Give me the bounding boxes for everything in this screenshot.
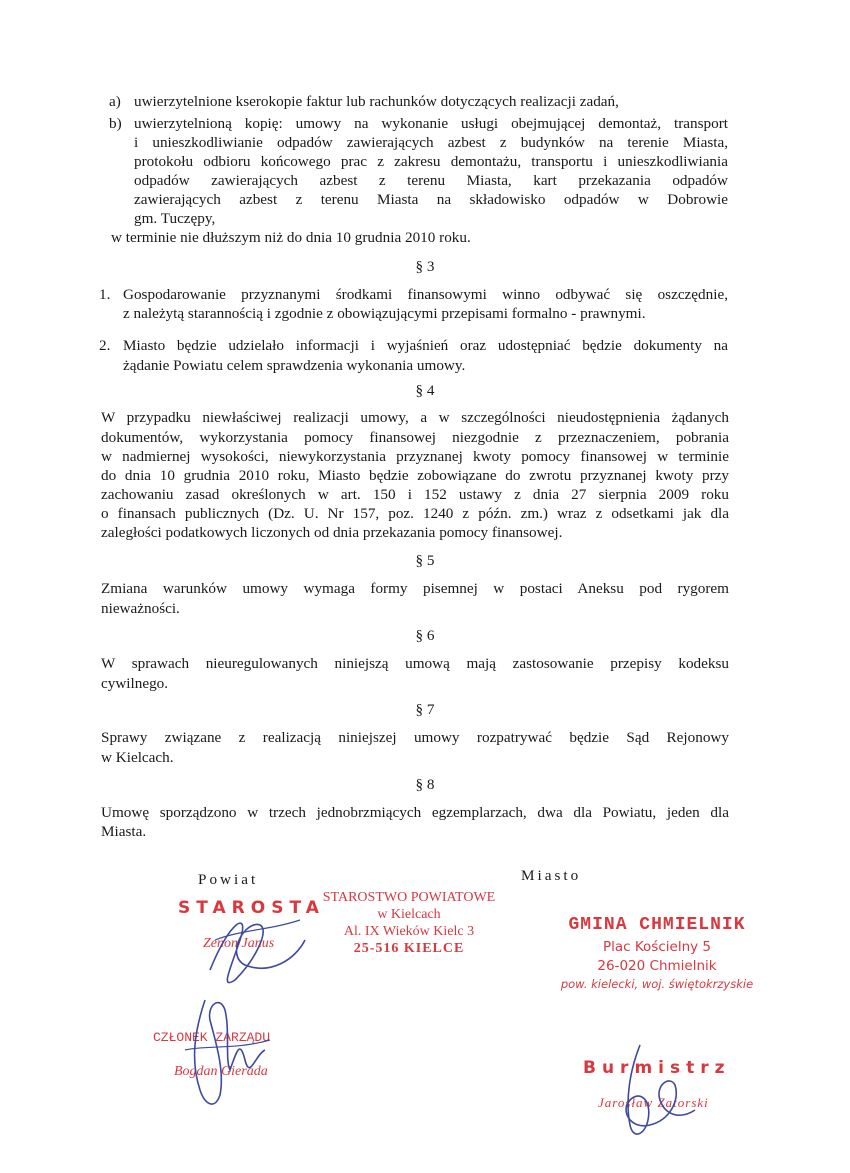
member-signature — [175, 990, 295, 1120]
s6-line: cywilnego. — [101, 675, 169, 692]
s7-line: Sprawy związane z realizacją niniejszej umowy rozpatrywać będzie Sąd Rejonowy — [101, 729, 729, 746]
item-b-line: zawierających azbest z terenu Miasta na składowisko odpadów w Dobrowie — [134, 191, 728, 208]
s5-line: Zmiana warunków umowy wymaga formy pisemnej w postaci Aneksu pod rygorem — [101, 580, 729, 597]
member-stamp-title: CZŁONEK ZARZĄDU — [153, 1030, 271, 1045]
powiat-label: Powiat — [198, 871, 259, 888]
gmina-stamp-line: Plac Kościelny 5 — [602, 939, 711, 955]
section-6-heading: § 6 — [415, 627, 435, 644]
section-8-heading: § 8 — [415, 776, 435, 793]
s3-item2-line: Miasto będzie udzielało informacji i wyjaśnień oraz udostępniać będzie dokumenty na — [123, 337, 728, 354]
item-a-text: uwierzytelnione kserokopie faktur lub rachunków dotyczących realizacji zadań, — [134, 93, 619, 110]
s4-line: w nadmiernej wysokości, niewykorzystania przyznanej kwoty pomocy finansowej w terminie — [101, 448, 729, 465]
s8-line: Miasta. — [101, 823, 147, 840]
office-stamp-line: w Kielcach — [377, 907, 441, 922]
section-7-heading: § 7 — [415, 701, 435, 718]
office-stamp — [314, 889, 504, 957]
member-stamp-name: Bogdan Gierada — [174, 1064, 268, 1079]
item-b-line: odpadów zawierających azbest z terenu Miasta, kart przekazania odpadów — [134, 172, 728, 189]
s4-line: o finansach publicznych (Dz. U. Nr 157, poz. 1240 z późn. zm.) wraz z odsetkami jak dla — [101, 505, 729, 522]
mayor-stamp-name: Jarosław Zatorski — [598, 1095, 709, 1110]
item-b-line: gm. Tuczępy, — [134, 210, 216, 227]
item-b-line: protokołu odbioru końcowego prac z zakresu demontażu, transportu i unieszkodliwiania — [134, 153, 728, 170]
gmina-stamp — [542, 914, 772, 993]
starosta-stamp-name: Zenon Janus — [203, 936, 275, 951]
s3-item1-line: z należytą starannością i zgodnie z obowiązującymi przepisami formalno - prawnymi. — [123, 305, 646, 322]
deadline-text: w terminie nie dłuższym niż do dnia 10 grudnia 2010 roku. — [111, 229, 471, 246]
s4-line: W przypadku niewłaściwej realizacji umowy, a w szczególności nieudostępnienia żądanych — [101, 409, 729, 426]
s4-line: do dnia 10 grudnia 2010 roku, Miasto będzie zobowiązane do zwrotu przyznanej kwoty przy — [101, 467, 729, 484]
s6-line: W sprawach nieuregulowanych niniejszą umową mają zastosowanie przepisy kodeksu — [101, 655, 729, 672]
item-b-line: uwierzytelnioną kopię: umowy na wykonanie usługi obejmującej demontaż, transport — [134, 115, 728, 132]
section-3-heading: § 3 — [415, 258, 435, 275]
s3-item1-line: Gospodarowanie przyznanymi środkami finansowymi winno odbywać się oszczędnie, — [123, 286, 728, 303]
s7-line: w Kielcach. — [101, 749, 174, 766]
office-stamp-line: Al. IX Wieków Kielc 3 — [343, 924, 475, 939]
section-4-heading: § 4 — [415, 382, 435, 399]
s4-line: zaległości podatkowych liczonych od dnia przekazania pomocy finansowej. — [101, 524, 563, 541]
office-stamp-line: 25-516 KIELCE — [353, 941, 465, 956]
gmina-stamp-title: GMINA CHMIELNIK — [568, 915, 746, 935]
item-a-marker: a) — [109, 93, 121, 110]
s3-item2-marker: 2. — [99, 337, 111, 354]
gmina-stamp-line: 26-020 Chmielnik — [597, 958, 717, 974]
mayor-stamp-title: Burmistrz — [583, 1058, 731, 1078]
s4-line: dokumentów, wykorzystania pomocy finansowej niezgodnie z przeznaczeniem, pobrania — [101, 429, 729, 446]
starosta-stamp-title: STAROSTA — [178, 898, 325, 918]
gmina-stamp-line: pow. kielecki, woj. świętokrzyskie — [560, 977, 754, 991]
s5-line: nieważności. — [101, 600, 180, 617]
s3-item1-marker: 1. — [99, 286, 111, 303]
s8-line: Umowę sporządzono w trzech jednobrzmiących egzemplarzach, dwa dla Powiatu, jeden dla — [101, 804, 729, 821]
s4-line: zachowaniu zasad określonych w art. 150 i 152 ustawy z dnia 27 sierpnia 2009 roku — [101, 486, 729, 503]
item-b-line: i unieszkodliwianie odpadów zawierających azbest z budynków na terenie Miasta, — [134, 134, 728, 151]
item-b-marker: b) — [109, 115, 122, 132]
office-stamp-line: STAROSTWO POWIATOWE — [322, 890, 496, 905]
s3-item2-line: żądanie Powiatu celem sprawdzenia wykonania umowy. — [123, 357, 466, 374]
section-5-heading: § 5 — [415, 552, 435, 569]
mayor-signature — [600, 1040, 710, 1150]
miasto-label: Miasto — [521, 867, 582, 884]
